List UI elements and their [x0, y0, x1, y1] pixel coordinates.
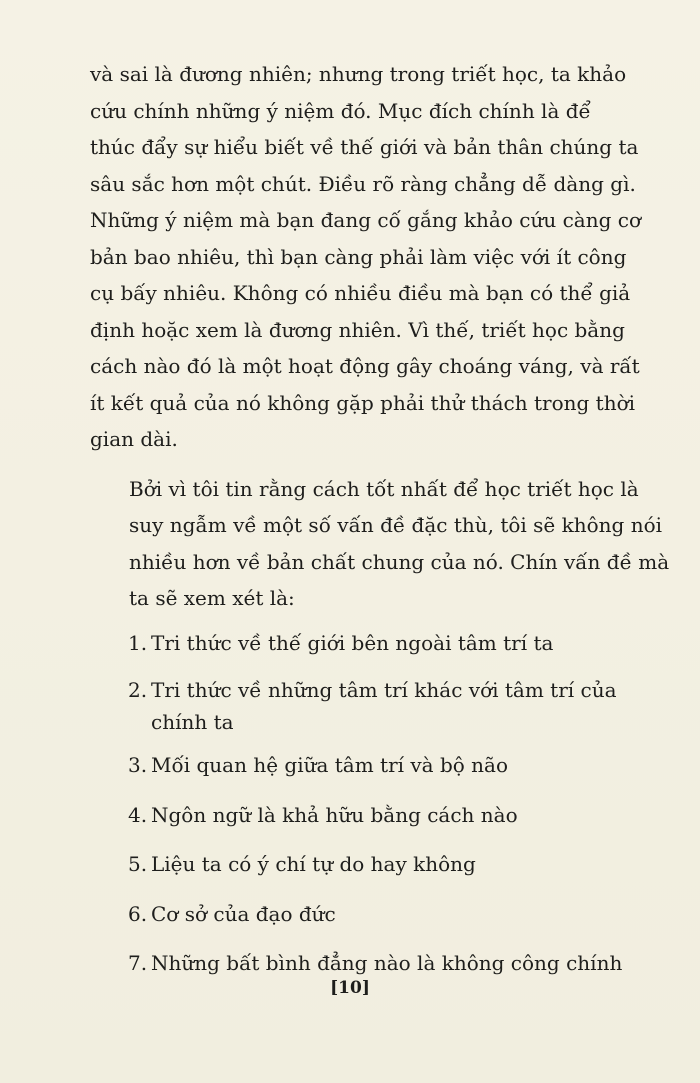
list-item-number: 3. — [128, 753, 148, 777]
list-item-text: Tri thức về những tâm trí khác với tâm trí của — [151, 678, 617, 702]
list-item — [90, 625, 625, 662]
intro-line: cụ bấy nhiêu. Không có nhiều điều mà bạn có thể giả — [90, 281, 631, 305]
intro-line: cách nào đó là một hoạt động gây choáng váng, và rất — [90, 354, 640, 378]
list-item-number: 4. — [128, 802, 148, 827]
list-item — [90, 674, 625, 738]
intro-line: Những ý niệm mà bạn đang cố gắng khảo cứu càng cơ — [90, 208, 641, 232]
intro-line: ít kết quả của nó không gặp phải thử thách trong thời — [90, 390, 636, 415]
list-item — [90, 797, 625, 834]
list-item — [90, 945, 625, 982]
list-item — [90, 747, 625, 784]
second-paragraph-line: suy ngẫm về một số vấn đề đặc thù, tôi sẽ không nói — [129, 513, 663, 537]
list-item-text: Tri thức về thế giới bên ngoài tâm trí ta — [151, 630, 554, 655]
list-item-text-continued: chính ta — [151, 710, 234, 734]
list-item-number: 6. — [128, 901, 148, 926]
list-item — [90, 846, 625, 883]
list-item-number: 5. — [128, 852, 148, 876]
intro-line: sâu sắc hơn một chút. Điều rõ ràng chẳng dễ dàng gì. — [90, 171, 636, 196]
problem-list — [90, 625, 625, 982]
intro-line: định hoặc xem là đương nhiên. Vì thế, triết học bằng — [90, 317, 625, 342]
second-paragraph — [90, 471, 670, 617]
list-item-text: Mối quan hệ giữa tâm trí và bộ não — [151, 753, 509, 777]
list-item-number: 2. — [128, 678, 148, 702]
intro-line: cứu chính những ý niệm đó. Mục đích chính là để — [90, 98, 591, 123]
second-paragraph-line: ta sẽ xem xét là: — [129, 586, 295, 610]
page-content — [90, 56, 670, 995]
list-item-text: Cơ sở của đạo đức — [151, 901, 336, 926]
list-item-number: 1. — [128, 630, 148, 655]
list-item-text: Liệu ta có ý chí tự do hay không — [151, 852, 476, 876]
list-item-text: Ngôn ngữ là khả hữu bằng cách nào — [151, 802, 518, 827]
intro-line: và sai là đương nhiên; nhưng trong triết học, ta khảo — [90, 62, 627, 86]
list-item-text: Những bất bình đẳng nào là không công chính — [151, 951, 623, 975]
intro-line: bản bao nhiêu, thì bạn càng phải làm việc với ít công — [90, 244, 627, 269]
list-item-number: 7. — [128, 951, 148, 975]
second-paragraph-line: Bởi vì tôi tin rằng cách tốt nhất để học triết học là — [129, 476, 639, 501]
page-number: [10] — [330, 978, 370, 998]
list-item — [90, 896, 625, 933]
second-paragraph-line: nhiều hơn về bản chất chung của nó. Chín vấn đề mà — [129, 549, 670, 574]
intro-line: thúc đẩy sự hiểu biết về thế giới và bản thân chúng ta — [90, 135, 639, 159]
intro-paragraph — [90, 56, 641, 458]
intro-line: gian dài. — [90, 427, 178, 451]
